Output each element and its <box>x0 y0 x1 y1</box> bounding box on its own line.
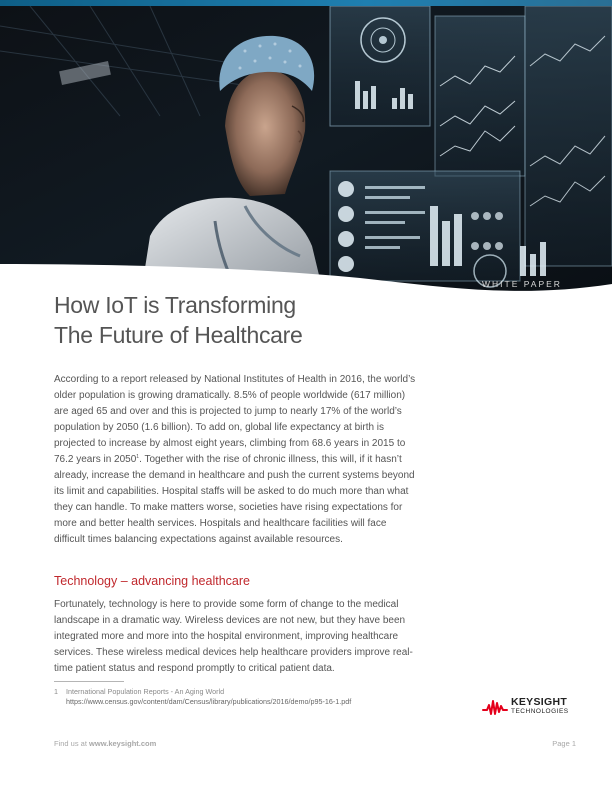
page-number: Page 1 <box>552 739 576 748</box>
logo-brand-text: KEYSIGHT <box>511 696 568 708</box>
hero-image <box>0 6 612 300</box>
keysight-wave-icon <box>482 697 508 717</box>
intro-text-part-1: According to a report released by National Institutes of Health in 2016, the world’s older population is growing dramatically. 8.5% of people worldwide (617 million) are aged 65 and over and this is projected to jump to nearly 17% of the world’s population by 2050 (1.6 billion). To add on, global life expectancy at birth is projected to increase by almost eight years, climbing from 68.6 years in 2015 to 76.2 years in 2050 <box>54 374 416 466</box>
white-paper-label: WHITE PAPER <box>482 279 562 289</box>
footnote-title: International Population Reports - An Aging World <box>66 687 225 696</box>
logo-sub-text: TECHNOLOGIES <box>511 708 569 715</box>
intro-paragraph <box>54 372 416 549</box>
footer-find-us <box>54 739 156 748</box>
footnote-number: 1 <box>54 687 58 696</box>
footnote-reference[interactable]: 1 <box>136 454 140 461</box>
title-line-2: The Future of Healthcare <box>54 322 303 348</box>
footer-find-prefix: Find us at <box>54 739 87 748</box>
keysight-logo[interactable] <box>482 695 582 723</box>
intro-text-part-2: . Together with the rise of chronic illness, this will, if it hasn’t already, increase the demand in healthcare and push the current systems beyond its limit and capabilities. Hospital staffs will be asked to do much more than what they can handle. To make matters worse, societies have rising expectations for more and better health services. Hospitals and healthcare facilities will face difficult times balancing expectations against available resources. <box>54 454 415 546</box>
section-heading: Technology – advancing healthcare <box>54 574 250 588</box>
section-paragraph: Fortunately, technology is here to provide some form of change to the medical landscape in a dramatic way. Wireless devices are not new, but they have been integrated more and more into the hospital environment, improving healthcare services. These wireless medical devices help healthcare providers improve real-time patient status and respond promptly to critical patient data. <box>54 599 413 675</box>
page-title <box>54 290 474 350</box>
footnote-url-link[interactable]: https://www.census.gov/content/dam/Census/library/publications/2016/demo/p95-16-1.pdf <box>66 697 352 706</box>
footer-website-link[interactable]: www.keysight.com <box>89 739 157 748</box>
footnote-divider <box>54 681 124 682</box>
title-line-1: How IoT is Transforming <box>54 292 296 318</box>
hero-illustration <box>0 6 612 300</box>
